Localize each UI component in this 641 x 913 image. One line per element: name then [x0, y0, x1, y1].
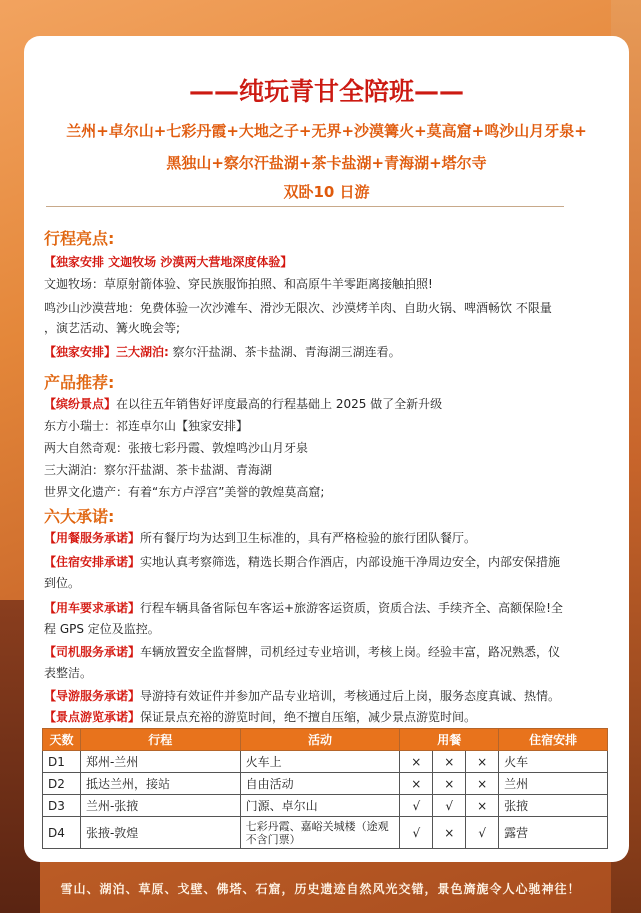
products-line-3: 两大自然奇观：张掖七彩丹霞、敦煌鸣沙山月牙泉: [44, 441, 309, 455]
table-row: [43, 773, 608, 795]
header-activity: 活动: [240, 729, 400, 751]
promise-text: 实地认真考察筛选，精选长期合作酒店，内部设施干净周边安全，内部安保措施: [140, 555, 561, 569]
products-line-1-tag: 【缤纷景点】: [44, 397, 117, 411]
header-day: 天数: [43, 729, 81, 751]
cell-activity: 火车上: [240, 751, 400, 773]
cell-day: D3: [43, 795, 81, 817]
promise-text: 车辆放置安全监督牌，司机经过专业培训，考核上岗。经验丰富，路况熟悉，仪: [140, 645, 561, 659]
itinerary-card: [24, 36, 629, 862]
promise-item: [44, 598, 614, 618]
route-line-2: 黑独山+察尔汗盐湖+茶卡盐湖+青海湖+塔尔寺: [166, 154, 487, 172]
cell-stay: 兰州: [499, 773, 608, 795]
cell-meal: √: [466, 817, 499, 849]
header-meals: 用餐: [400, 729, 499, 751]
cell-day: D4: [43, 817, 81, 849]
highlights-line-3: 鸣沙山沙漠营地：免费体验一次沙滩车、滑沙无限次、沙漠烤羊肉、自助火锅、啤酒畅饮 不限量: [44, 301, 552, 315]
promise-tag: 【用餐服务承诺】: [44, 531, 141, 545]
highlights-line-3b: ，演艺活动、篝火晚会等;: [44, 321, 181, 335]
products-line-2: 东方小瑞士：祁连卓尔山【独家安排】: [44, 419, 249, 433]
cell-meal: √: [400, 817, 433, 849]
products-title: 产品推荐:: [44, 373, 115, 392]
cell-meal: √: [400, 795, 433, 817]
highlights-line-4: [44, 342, 614, 362]
cell-meal: ×: [466, 795, 499, 817]
promise-text: 所有餐厅均为达到卫生标准的，具有严格检验的旅行团队餐厅。: [140, 531, 477, 545]
cell-stay: 张掖: [499, 795, 608, 817]
promise-item: [44, 686, 614, 706]
promise-tag: 【司机服务承诺】: [44, 645, 141, 659]
divider: [46, 206, 564, 207]
footer-slogan: 雪山、湖泊、草原、戈壁、佛塔、石窟，历史遗迹自然风光交错，景色旖旎令人心驰神往！: [60, 882, 581, 896]
cell-route: 郑州-兰州: [80, 751, 240, 773]
promise-text: 导游持有效证件并参加产品专业培训，考核通过后上岗，服务态度真诚、热情。: [140, 689, 561, 703]
highlights-line-4-tag: 【独家安排】三大湖泊:: [44, 345, 169, 359]
highlights-line-1: 【独家安排 文迦牧场 沙漠两大营地深度体验】: [44, 255, 293, 269]
cell-meal: √: [433, 795, 466, 817]
promise-tag: 【景点游览承诺】: [44, 710, 141, 724]
cell-meal: ×: [466, 751, 499, 773]
promise-item: [44, 552, 614, 572]
cell-activity: 门源、卓尔山: [240, 795, 400, 817]
cell-day: D2: [43, 773, 81, 795]
promise-text: 行程车辆具备省际包车客运+旅游客运资质，资质合法、手续齐全、高额保险!全: [140, 601, 563, 615]
tour-duration: 双卧10 日游: [283, 183, 370, 201]
cell-day: D1: [43, 751, 81, 773]
products-line-1: [44, 394, 614, 414]
header-stay: 住宿安排: [499, 729, 608, 751]
cell-stay: 露营: [499, 817, 608, 849]
cell-route: 张掖-敦煌: [80, 817, 240, 849]
header-route: 行程: [80, 729, 240, 751]
cell-meal: ×: [400, 773, 433, 795]
promise-tag: 【导游服务承诺】: [44, 689, 141, 703]
cell-meal: ×: [433, 751, 466, 773]
promise-item: [44, 642, 614, 662]
highlights-title: 行程亮点:: [44, 229, 115, 248]
cell-route: 兰州-张掖: [80, 795, 240, 817]
promise-item: [44, 528, 614, 548]
table-row: [43, 751, 608, 773]
page-title: ——纯玩青甘全陪班——: [188, 77, 464, 106]
table-header-row: [43, 729, 608, 751]
cell-meal: ×: [466, 773, 499, 795]
cell-meal: ×: [433, 773, 466, 795]
promises-title: 六大承诺:: [44, 507, 115, 526]
cell-meal: ×: [400, 751, 433, 773]
highlights-line-4-text: 察尔汗盐湖、茶卡盐湖、青海湖三湖连看。: [168, 345, 401, 359]
cell-activity: 自由活动: [240, 773, 400, 795]
products-line-5: 世界文化遗产：有着“东方卢浮宫”美誉的敦煌莫高窟;: [44, 485, 325, 499]
cell-activity: 七彩丹霞、嘉峪关城楼（途观不含门票）: [240, 817, 400, 849]
promise-item: [44, 707, 614, 727]
table-row: [43, 817, 608, 849]
promise-text-cont: 表整洁。: [44, 666, 93, 680]
schedule-table: [42, 728, 608, 849]
cell-stay: 火车: [499, 751, 608, 773]
products-line-1-text: 在以往五年销售好评度最高的行程基础上 2025 做了全新升级: [116, 397, 443, 411]
route-line-1: 兰州+卓尔山+七彩丹霞+大地之子+无界+沙漠篝火+莫高窟+鸣沙山月牙泉+: [66, 122, 587, 140]
cell-meal: ×: [433, 817, 466, 849]
table-row: [43, 795, 608, 817]
promise-text-cont: 到位。: [44, 576, 81, 590]
promise-text: 保证景点充裕的游览时间，绝不擅自压缩，减少景点游览时间。: [140, 710, 477, 724]
products-line-4: 三大湖泊：察尔汗盐湖、茶卡盐湖、青海湖: [44, 463, 273, 477]
promise-text-cont: 程 GPS 定位及监控。: [44, 622, 160, 636]
promise-tag: 【住宿安排承诺】: [44, 555, 141, 569]
cell-route: 抵达兰州，接站: [80, 773, 240, 795]
promise-tag: 【用车要求承诺】: [44, 601, 141, 615]
highlights-line-2: 文迦牧场：草原射箭体验、穿民族服饰拍照、和高原牛羊零距离接触拍照!: [44, 277, 433, 291]
